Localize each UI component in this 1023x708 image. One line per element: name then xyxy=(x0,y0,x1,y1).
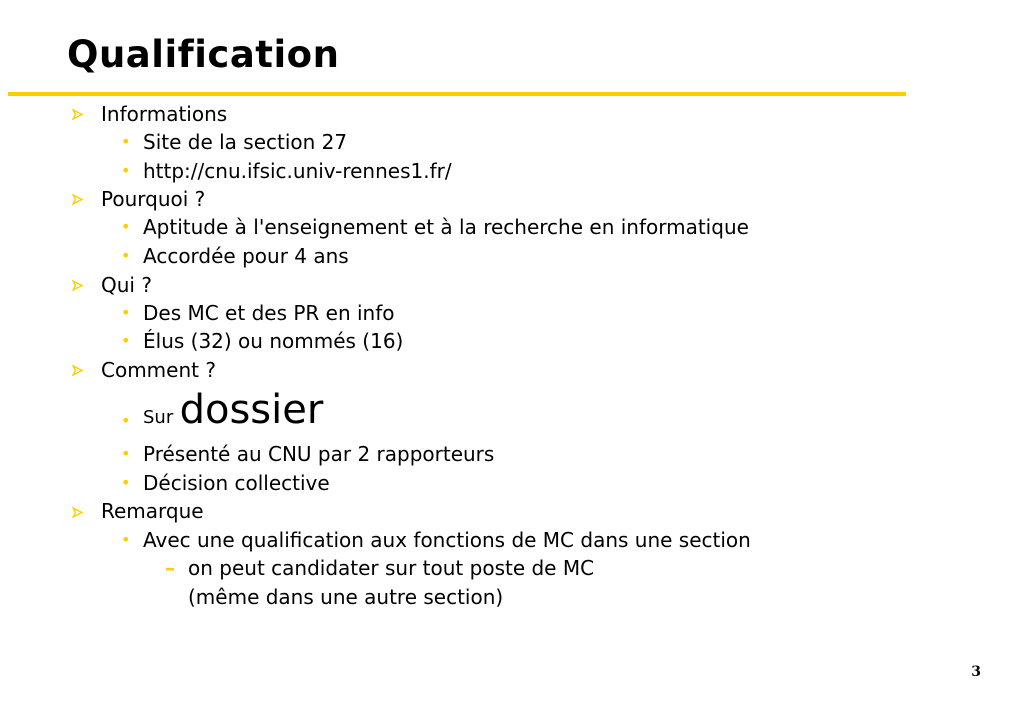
bullet-remarque: Remarque xyxy=(101,499,204,523)
arrow-bullet-icon xyxy=(72,109,83,120)
bullet-pourquoi: Pourquoi ? xyxy=(101,187,206,211)
bullet-informations: Informations xyxy=(101,102,228,126)
arrow-bullet-icon xyxy=(72,194,83,205)
arrow-bullet-icon xyxy=(72,365,83,376)
dot-bullet: • xyxy=(121,132,131,151)
dot-bullet: • xyxy=(121,411,131,430)
dot-bullet: • xyxy=(121,303,131,322)
sub-item-url: http://cnu.ifsic.univ-rennes1.fr/ xyxy=(143,159,452,183)
sub-sub-item-continuation: (même dans une autre section) xyxy=(188,585,504,609)
sub-sub-item: on peut candidater sur tout poste de MC xyxy=(188,556,595,580)
arrow-bullet-icon xyxy=(72,507,83,518)
sub-item: Accordée pour 4 ans xyxy=(143,244,349,268)
arrow-bullet-icon xyxy=(72,280,83,291)
sub-item-dossier xyxy=(143,387,324,440)
bullet-comment: Comment ? xyxy=(101,358,216,382)
dot-bullet: • xyxy=(121,331,131,350)
dot-bullet: • xyxy=(121,473,131,492)
bullet-qui: Qui ? xyxy=(101,273,152,297)
sub-item: Site de la section 27 xyxy=(143,130,348,154)
dot-bullet: • xyxy=(121,246,131,265)
dossier-emphasis: dossier xyxy=(179,387,324,433)
sub-item: Décision collective xyxy=(143,471,330,495)
sub-item: Présenté au CNU par 2 rapporteurs xyxy=(143,442,495,466)
slide-title: Qualification xyxy=(67,33,340,76)
dot-bullet: • xyxy=(121,217,131,236)
sub-item: Avec une qualification aux fonctions de MC dans une section xyxy=(143,528,751,552)
sur-label: Sur xyxy=(143,407,174,428)
title-underline xyxy=(8,92,906,96)
dot-bullet: • xyxy=(121,161,131,180)
dot-bullet: • xyxy=(121,530,131,549)
page-number: 3 xyxy=(971,664,981,680)
sub-item: Aptitude à l'enseignement et à la recherche en informatique xyxy=(143,215,749,239)
dash-bullet: – xyxy=(165,556,175,580)
dot-bullet: • xyxy=(121,444,131,463)
sub-item: Des MC et des PR en info xyxy=(143,301,395,325)
sub-item: Élus (32) ou nommés (16) xyxy=(143,329,404,353)
